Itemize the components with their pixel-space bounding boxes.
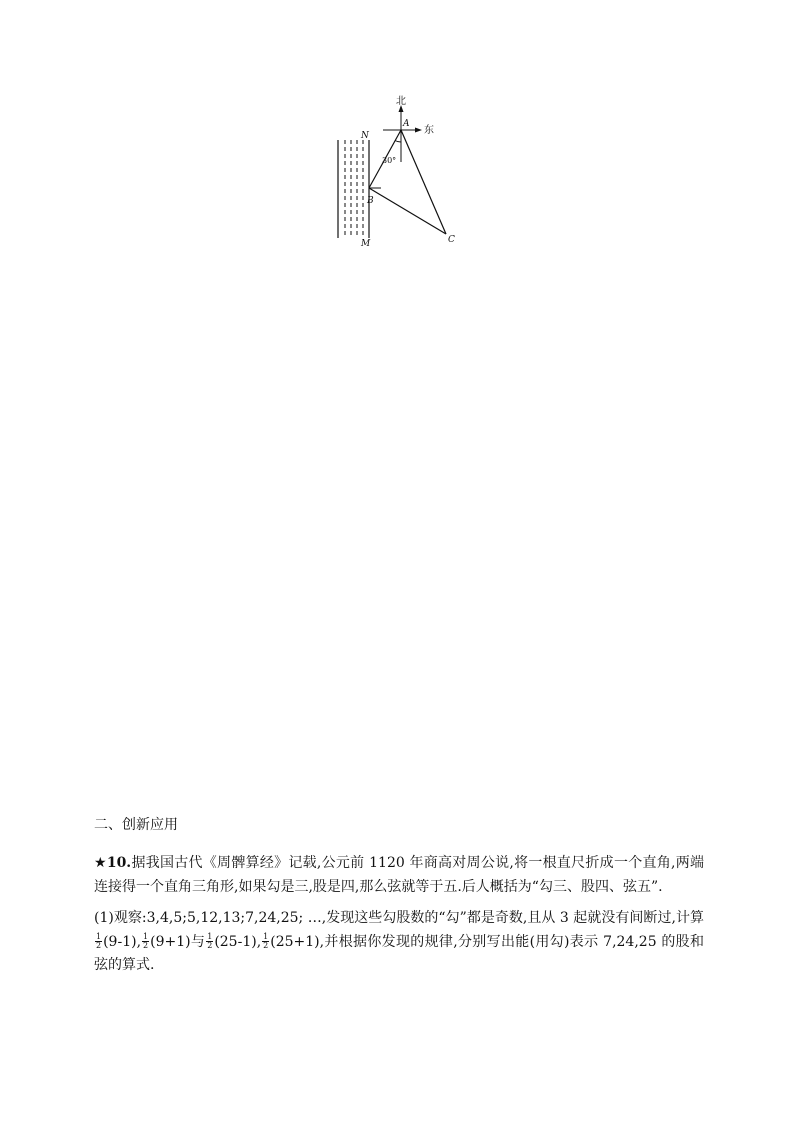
part-1	[94, 907, 704, 978]
problem-statement	[94, 852, 704, 899]
point-m-label: M	[361, 239, 371, 249]
part1-expr1: (9-1),	[103, 933, 142, 950]
problem-section	[94, 814, 704, 986]
problem-text: 据我国古代《周髀算经》记载,公元前 1120 年商高对周公说,将一根直尺折成一个直角,两端连接得一个直角三角形,如果勾是三,股是四,那么弦就等于五.后人概括为“勾三、股四、弦五”.	[94, 855, 704, 895]
problem-number: 10.	[106, 855, 132, 871]
fraction-half: $\frac{1}{2}$	[207, 932, 213, 950]
east-label: 东	[424, 125, 434, 136]
triangle-figure	[330, 92, 470, 252]
point-b-label: B	[367, 196, 374, 206]
east-arrow-icon	[415, 128, 422, 133]
star-icon: ★	[94, 855, 107, 871]
point-a-label: A	[403, 119, 410, 129]
point-n-label: N	[361, 131, 369, 141]
part1-expr2: (9+1)与	[150, 933, 206, 950]
part1-intro: (1)观察:3,4,5;5,12,13;7,24,25; …,发现这些勾股数的“勾”都是奇数,且从 3 起就没有间断过,计算	[94, 910, 704, 926]
part1-expr4: (25+1),并根据你发现的规律,分别写出能(用勾)表示 7,24,25 的股和弦的算式.	[94, 933, 704, 973]
navigation-diagram	[330, 92, 470, 252]
point-c-label: C	[448, 235, 455, 245]
fraction-half: $\frac{1}{2}$	[143, 932, 149, 950]
part1-expr3: (25-1),	[214, 933, 262, 950]
side-ac	[401, 130, 446, 234]
north-label: 北	[396, 96, 406, 107]
side-bc	[369, 188, 446, 234]
section-title: 二、创新应用	[94, 817, 178, 833]
fraction-half: $\frac{1}{2}$	[96, 932, 102, 950]
angle-label: 30°	[382, 156, 397, 165]
fraction-half: $\frac{1}{2}$	[263, 932, 269, 950]
angle-arc	[395, 141, 401, 143]
